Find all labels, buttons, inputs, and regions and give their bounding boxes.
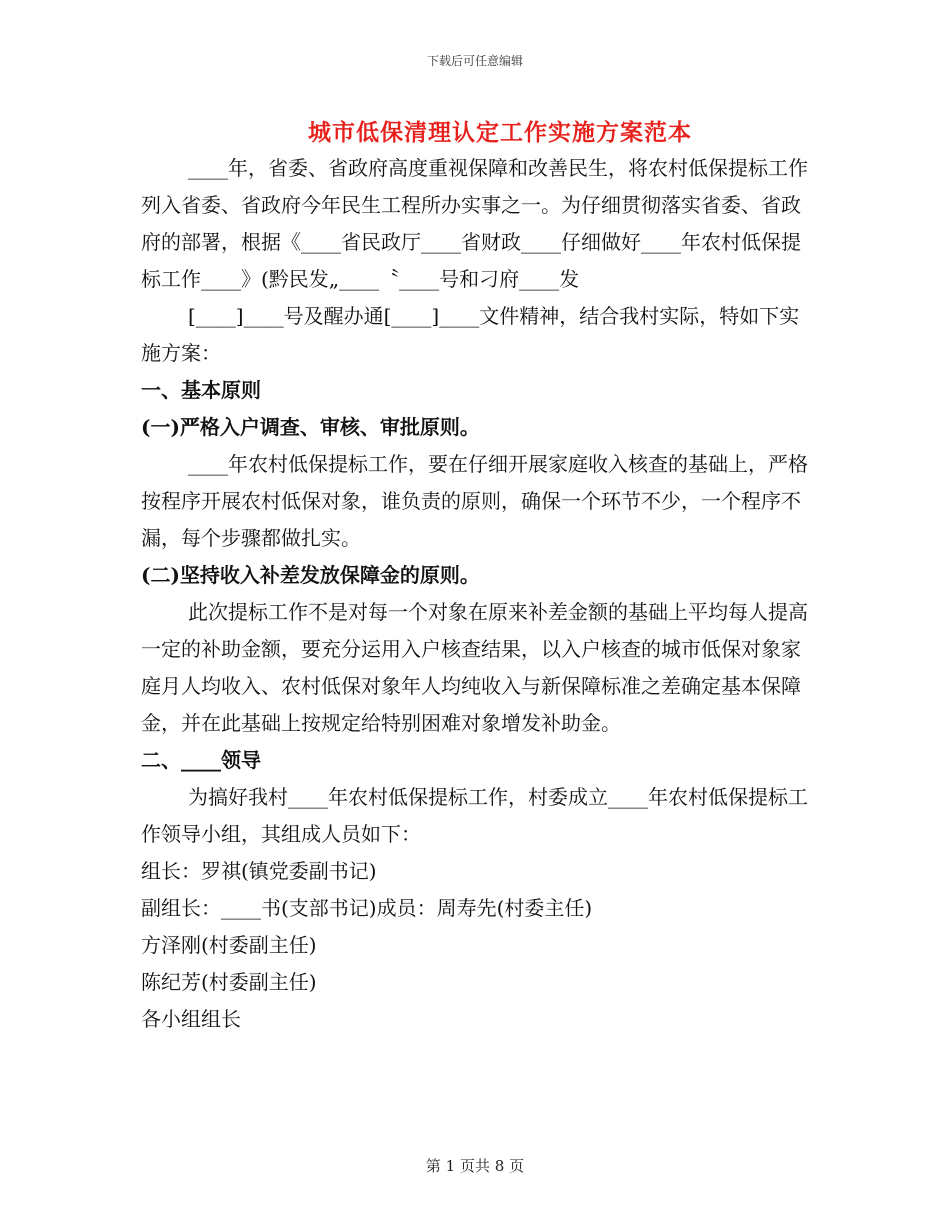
member-fang: 方泽刚(村委副主任)	[141, 933, 317, 957]
paragraph-strict-review: ____年农村低保提标工作，要在仔细开展家庭收入核查的基础上，严格按程序开展农村低保对象，谁负责的原则，确保一个环节不少，一个程序不漏，每个步骤都做扎实。	[141, 452, 808, 550]
page-footer: 第 1 页共 8 页	[425, 1157, 525, 1175]
member-deputy-leader: 副组长：____书(支部书记)成员：周寿先(村委主任)	[141, 896, 593, 920]
paragraph-intro: ____年，省委、省政府高度重视保障和改善民生，将农村低保提标工作列入省委、省政府今年民生工程所办实事之一。为仔细贯彻落实省委、省政府的部署，根据《____省民政厅____省财政____仔细做好____年农村低保提标工作____》(黔民发„____〝____号和刁府____发	[141, 156, 808, 291]
subheading-income-gap: (二)坚持收入补差发放保障金的原则。	[141, 563, 480, 587]
paragraph-leadership: 为搞好我村____年农村低保提标工作，村委成立____年农村低保提标工作领导小组，其组成人员如下：	[141, 785, 808, 846]
document-body	[141, 150, 813, 1038]
page-header: 下载后可任意编辑	[426, 54, 523, 68]
paragraph-income-gap: 此次提标工作不是对每一个对象在原来补差金额的基础上平均每人提高一定的补助金额，要充分运用入户核查结果，以入户核查的城市低保对象家庭月人均收入、农村低保对象年人均纯收入与新保障标准之差确定基本保障金，并在此基础上按规定给特别困难对象增发补助金。	[141, 600, 808, 735]
paragraph-basis: [____]____号及醒办通[____]____文件精神，结合我村实际，特如下实施方案：	[141, 304, 800, 365]
member-group-leaders: 各小组组长	[141, 1007, 241, 1031]
subheading-strict-review: (一)严格入户调查、审核、审批原则。	[141, 415, 480, 439]
document-title: 城市低保清理认定工作实施方案范本	[308, 119, 692, 146]
member-chen: 陈纪芳(村委副主任)	[141, 970, 317, 994]
member-leader: 组长：罗祺(镇党委副书记)	[141, 859, 377, 883]
section-heading-leadership: 二、____领导	[141, 748, 261, 772]
section-heading-principles: 一、基本原则	[141, 378, 261, 402]
